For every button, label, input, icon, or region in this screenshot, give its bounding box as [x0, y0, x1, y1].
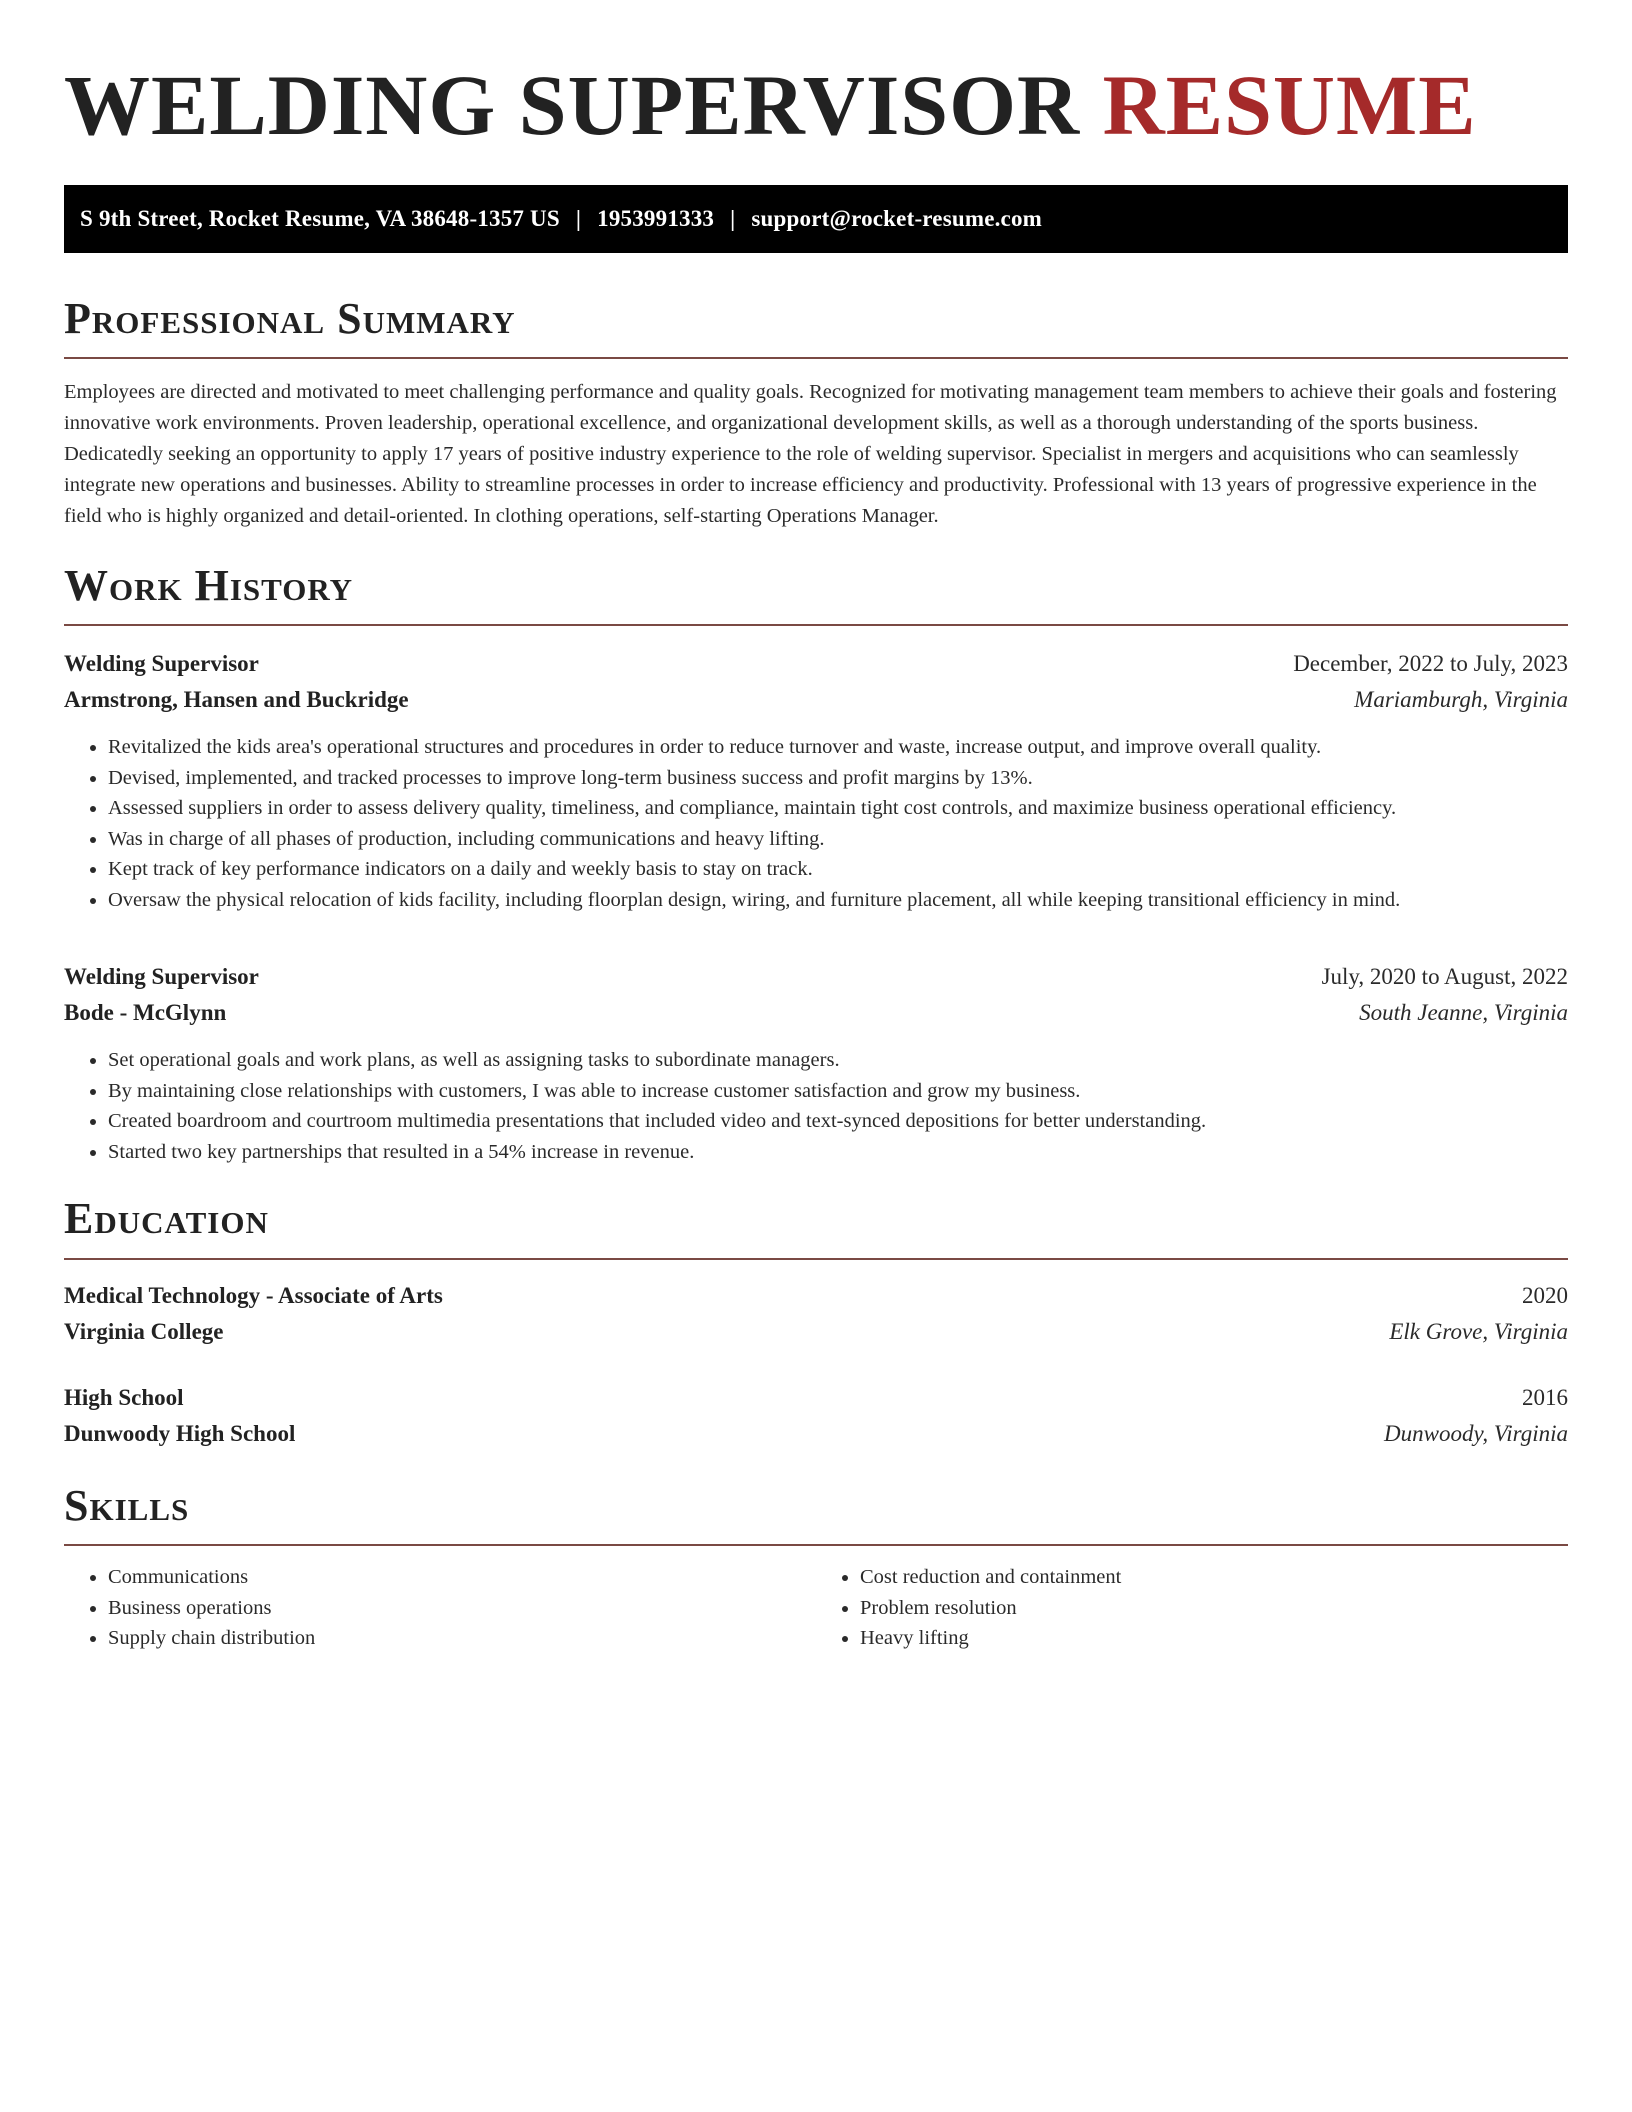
- job-bullets: [64, 732, 1568, 915]
- job-company: Armstrong, Hansen and Buckridge: [64, 687, 409, 713]
- work-history-heading: Work History: [64, 562, 1568, 626]
- education-school: Virginia College: [64, 1318, 224, 1344]
- education-school-row: [64, 1314, 1568, 1350]
- job-title: Welding Supervisor: [64, 651, 259, 677]
- job-dates: July, 2020 to August, 2022: [1321, 964, 1568, 990]
- job-entry: [64, 959, 1568, 1167]
- summary-heading: Professional Summary: [64, 295, 1568, 359]
- contact-separator: |: [575, 205, 582, 231]
- summary-text: Employees are directed and motivated to meet challenging performance and quality goals. Recognized for motivating management team members to achieve their goals and fostering innovative work environments. Proven leadership, operational excellence, and organizational development skills, as well as a thorough understanding of the sports business. Dedicatedly seeking an opportunity to apply 17 years of positive industry experience to the role of welding supervisor. Specialist in mergers and acquisitions who can seamlessly integrate new operations and businesses. Ability to streamline processes in order to increase efficiency and productivity. Professional with 13 years of progressive experience in the field who is highly organized and detail-oriented. In clothing operations, self-starting Operations Manager.: [64, 380, 1557, 527]
- education-location: Dunwoody, Virginia: [1384, 1420, 1568, 1446]
- skill-item: • Business operations: [108, 1593, 816, 1624]
- skills-columns: [64, 1562, 1568, 1654]
- skills-heading: Skills: [64, 1482, 1568, 1546]
- skills-list-right: [816, 1562, 1568, 1654]
- skills-section: [64, 1482, 1568, 1654]
- education-school-row: [64, 1416, 1568, 1452]
- skill-item: • Heavy lifting: [860, 1623, 1568, 1654]
- job-bullet: • Set operational goals and work plans, as well as assigning tasks to subordinate managers.: [108, 1045, 1568, 1076]
- education-year: 2020: [1522, 1282, 1568, 1308]
- contact-address: S 9th Street, Rocket Resume, VA 38648-1357 US: [80, 205, 560, 231]
- job-bullet: • Started two key partnerships that resulted in a 54% increase in revenue.: [108, 1137, 1568, 1168]
- job-bullet: • Oversaw the physical relocation of kids facility, including floorplan design, wiring, and furniture placement, all while keeping transitional efficiency in mind.: [108, 885, 1568, 916]
- summary-section: [64, 295, 1568, 532]
- job-bullet: • Was in charge of all phases of production, including communications and heavy lifting.: [108, 824, 1568, 855]
- education-entry: [64, 1278, 1568, 1350]
- education-degree: High School: [64, 1384, 184, 1410]
- job-company-row: [64, 682, 1568, 718]
- job-title-row: [64, 646, 1568, 682]
- title-accent: RESUME: [1102, 57, 1477, 153]
- contact-phone: 1953991333: [597, 205, 715, 231]
- skill-item: • Communications: [108, 1562, 816, 1593]
- education-school: Dunwoody High School: [64, 1420, 296, 1446]
- skills-list-left: [64, 1562, 816, 1654]
- education-degree-row: [64, 1380, 1568, 1416]
- job-dates: December, 2022 to July, 2023: [1293, 651, 1568, 677]
- job-bullet: • Devised, implemented, and tracked processes to improve long-term business success and profit margins by 13%.: [108, 763, 1568, 794]
- job-bullet: • Kept track of key performance indicators on a daily and weekly basis to stay on track.: [108, 854, 1568, 885]
- job-title-row: [64, 959, 1568, 995]
- job-bullet: • Created boardroom and courtroom multimedia presentations that included video and text-synced depositions for better understanding.: [108, 1106, 1568, 1137]
- job-location: South Jeanne, Virginia: [1359, 1000, 1568, 1026]
- job-bullets: [64, 1045, 1568, 1167]
- job-title: Welding Supervisor: [64, 964, 259, 990]
- skill-item: • Supply chain distribution: [108, 1623, 816, 1654]
- contact-bar: [64, 185, 1568, 253]
- education-section: [64, 1195, 1568, 1451]
- resume-title: [64, 58, 1568, 153]
- title-main: WELDING SUPERVISOR: [64, 57, 1081, 153]
- job-company-row: [64, 995, 1568, 1031]
- education-degree-row: [64, 1278, 1568, 1314]
- education-year: 2016: [1522, 1384, 1568, 1410]
- job-entry: [64, 646, 1568, 915]
- education-heading: Education: [64, 1195, 1568, 1259]
- contact-separator: |: [730, 205, 736, 231]
- skill-item: • Problem resolution: [860, 1593, 1568, 1624]
- job-bullet: • By maintaining close relationships with customers, I was able to increase customer satisfaction and grow my business.: [108, 1076, 1568, 1107]
- job-bullet: • Revitalized the kids area's operational structures and procedures in order to reduce turnover and waste, increase output, and improve overall quality.: [108, 732, 1568, 763]
- contact-email: support@rocket-resume.com: [751, 205, 1043, 231]
- education-location: Elk Grove, Virginia: [1389, 1318, 1568, 1344]
- job-company: Bode - McGlynn: [64, 1000, 227, 1026]
- skill-item: • Cost reduction and containment: [860, 1562, 1568, 1593]
- work-history-section: [64, 562, 1568, 1167]
- job-location: Mariamburgh, Virginia: [1354, 687, 1568, 713]
- education-degree: Medical Technology - Associate of Arts: [64, 1282, 443, 1308]
- education-entry: [64, 1380, 1568, 1452]
- job-bullet: • Assessed suppliers in order to assess delivery quality, timeliness, and compliance, maintain tight cost controls, and maximize business operational efficiency.: [108, 793, 1568, 824]
